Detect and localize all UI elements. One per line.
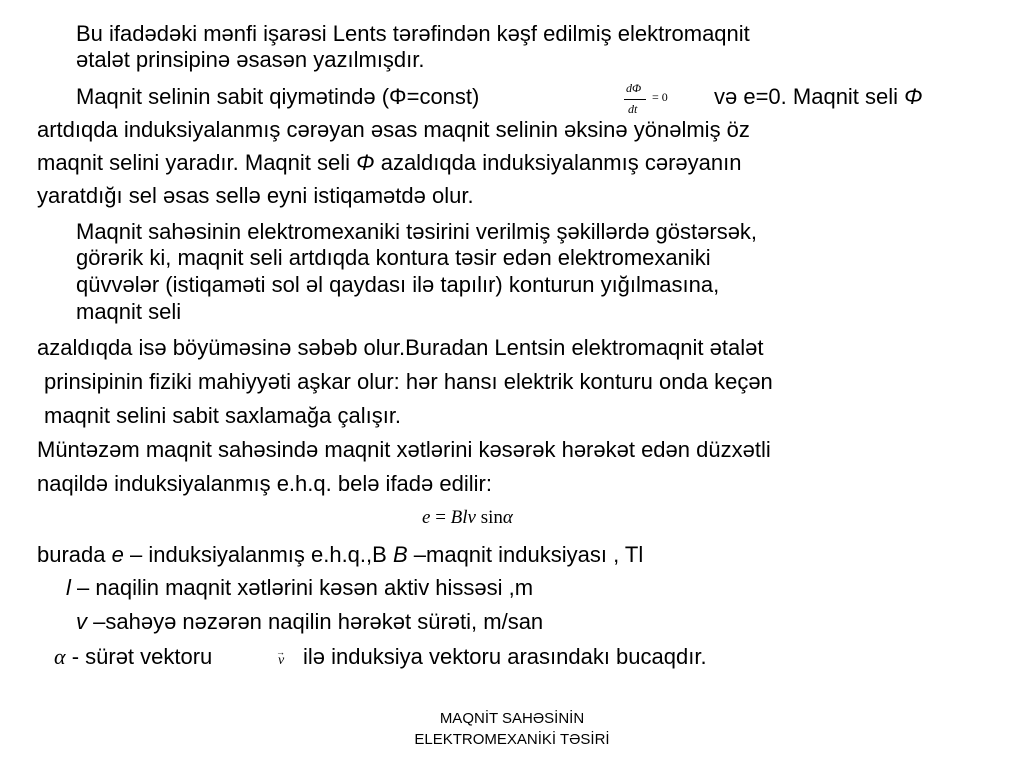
fraction-equals-zero: = 0 (652, 90, 668, 104)
p2-line-3a: maqnit selini yaradır. Maqnit seli (37, 150, 351, 175)
p3-line-4: maqnit seli (76, 299, 182, 324)
formula-sin: sin (480, 507, 503, 528)
p1-line-2: ətalət prinsipinə əsasən yazılmışdır. (76, 47, 425, 72)
def-alpha-text-b: ilə induksiya vektoru arasındakı bucaqdır. (303, 644, 707, 669)
p4-line-2: naqildə induksiyalanmış e.h.q. belə ifadə edilir: (37, 471, 492, 496)
def-l-symbol: l (66, 575, 71, 600)
formula-alpha: α (502, 507, 513, 528)
p2-line-1b-text: və e=0. Maqnit seli (714, 84, 899, 109)
emf-formula (422, 507, 513, 529)
phi-symbol: Φ (356, 150, 375, 175)
formula-e: e (422, 507, 431, 528)
def-line-l (66, 575, 533, 601)
p3-line-3: qüvvələr (istiqaməti sol əl qaydası ilə tapılır) konturun yığılmasına, (76, 272, 720, 297)
vector-letter: v (278, 653, 285, 668)
p2-line-2: artdıqda induksiyalanmış cərəyan əsas maqnit selinin əksinə yönəlmiş öz (37, 117, 750, 142)
p2-line-4: yaratdığı sel əsas sellə eyni istiqamətdə olur. (37, 183, 474, 208)
def-b-symbol: B (392, 542, 408, 567)
p2-line-1b (714, 84, 923, 110)
velocity-vector-symbol (274, 645, 294, 669)
p4-line-1: Müntəzəm maqnit sahəsində maqnit xətlərini kəsərək hərəkət edən düzxətli (37, 437, 771, 462)
footer-line-1: MAQNİT SAHƏSİNİN (439, 710, 585, 727)
slide-footer-title (0, 708, 1024, 750)
def-v-symbol: v (76, 609, 87, 634)
fraction-numerator: dΦ (626, 81, 642, 95)
p3-line-1: Maqnit sahəsinin elektromexaniki təsirini verilmiş şəkillərdə göstərsək, (76, 219, 758, 244)
p1-line-1: Bu ifadədəki mənfi işarəsi Lents tərəfindən kəşf edilmiş elektromaqnit (76, 21, 750, 46)
p3-line-6: prinsipinin fiziki mahiyyəti aşkar olur: hər hansı elektrik konturu onda keçən (44, 369, 773, 394)
footer-line-2: ELEKTROMEXANİKİ TƏSİRİ (414, 731, 610, 748)
formula-v: v (467, 507, 476, 528)
p3-line-5: azaldıqda isə böyüməsinə səbəb olur.Buradan Lentsin elektromaqnit ətalət (37, 335, 764, 360)
def-line-alpha-a (54, 644, 212, 670)
formula-equals: = (435, 507, 446, 528)
p3-line-2: görərik ki, maqnit seli artdıqda kontura təsir edən elektromexaniki (76, 245, 711, 270)
def-line-v (76, 609, 543, 635)
def-l-text: – naqilin maqnit xətlərini kəsən aktiv hissəsi ,m (77, 575, 534, 600)
def-v-text: –sahəyə nəzərən naqilin hərəkət sürəti, m/san (93, 609, 544, 634)
def-b-text: –maqnit induksiyası , Tl (413, 542, 644, 567)
p3-line-7: maqnit selini sabit saxlamağa çalışır. (44, 403, 402, 428)
dphi-dt-fraction (618, 80, 688, 120)
phi-symbol: Φ (904, 84, 923, 109)
formula-bl: Bl (450, 507, 468, 528)
vector-arrow-icon: → (276, 647, 285, 657)
def-burada: burada (37, 542, 106, 567)
def-e-text: – induksiyalanmış e.h.q.,B (130, 542, 387, 567)
def-e-symbol: e (111, 542, 124, 567)
fraction-denominator: dt (628, 102, 638, 116)
p2-line-3b: azaldıqda induksiyalanmış cərəyanın (380, 150, 742, 175)
def-line-e-b (37, 542, 643, 568)
p2-line-1a: Maqnit selinin sabit qiymətində (Φ=const) (76, 84, 480, 109)
p2-line-3 (37, 150, 741, 176)
def-alpha-text-a: - sürət vektoru (71, 644, 213, 669)
fraction-bar (624, 99, 646, 100)
def-alpha-symbol: α (54, 644, 66, 669)
